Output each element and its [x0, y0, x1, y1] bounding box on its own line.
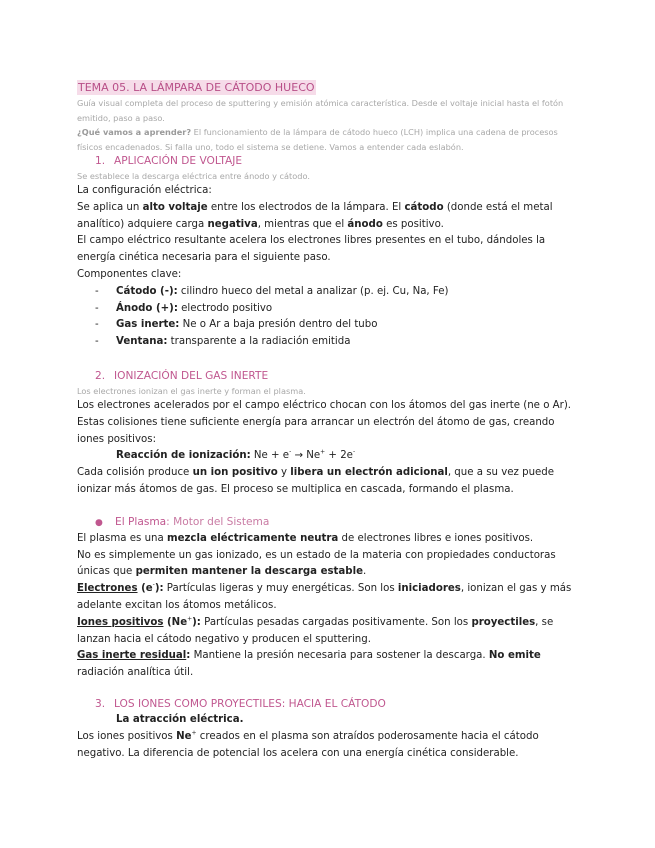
superscript: +: [320, 448, 326, 456]
section-2-number: 2.: [95, 369, 106, 382]
document-title: TEMA 05. LA LÁMPARA DE CÁTODO HUECO: [78, 81, 315, 94]
section-1-subtitle: Se establece la descarga eléctrica entre ánodo y cátodo.: [77, 171, 310, 181]
plasma-paragraph-1: [77, 531, 582, 548]
text-run: .: [363, 566, 367, 578]
text-run: , mientras que el: [257, 218, 348, 230]
bold-run: proyectiles: [471, 616, 536, 628]
superscript: +: [187, 615, 193, 623]
item-value: Ne o Ar a baja presión dentro del tubo: [179, 319, 378, 331]
section-1-title: APLICACIÓN DE VOLTAJE: [114, 155, 243, 167]
bold-run: Ne: [176, 730, 192, 742]
plasma-title: El Plasma: [115, 515, 167, 528]
section-1-paragraph-2: El campo eléctrico resultante acelera los electrones libres presentes en el tubo, dándoles la energía cinética necesaria para el siguiente paso.: [77, 235, 546, 264]
text-run: No es simplemente un gas ionizado, es un estado de la materia con propiedades conductoras únicas que: [77, 549, 556, 578]
list-item: [77, 284, 582, 301]
item-value: transparente a la radiación emitida: [167, 336, 351, 348]
item-key: Gas inerte:: [116, 319, 180, 331]
plasma-heading: [77, 515, 582, 531]
section-2-heading: [77, 369, 582, 384]
components-label: Componentes clave:: [77, 268, 182, 280]
reaction-label: Reacción de ionización:: [116, 450, 251, 462]
text-run: Partículas ligeras y muy energéticas. Son los: [163, 583, 398, 595]
text-run: , que a su vez puede ionizar más átomos de gas. El proceso se multiplica en cascada, formando el plasma.: [77, 467, 555, 495]
section-2-title: IONIZACIÓN DEL GAS INERTE: [114, 369, 269, 382]
intro-text: Guía visual completa del proceso de sputtering y emisión atómica característica. Desde el voltaje inicial hasta el fotón emitido, paso a paso.: [77, 98, 564, 123]
superscript: -: [152, 581, 155, 589]
text-run: Ne + e: [250, 450, 290, 462]
gas-label: Gas inerte residual: [77, 650, 187, 662]
item-key: Ventana:: [116, 336, 168, 348]
electrons-paragraph: [77, 581, 582, 615]
ions-label: Iones positivos: [77, 616, 164, 628]
bold-run: (Ne: [163, 616, 188, 628]
text-run: Se aplica un: [77, 201, 143, 213]
learn-text: El funcionamiento de la lámpara de cátodo hueco (LCH) implica una cadena de procesos físicos encadenados. Si falla uno, todo el sistema se detiene. Vamos a entender cada eslabón.: [77, 127, 558, 152]
bold-run: un ion positivo: [192, 467, 278, 479]
bold-run: negativa: [207, 218, 258, 230]
text-run: Cada colisión produce: [77, 467, 193, 479]
text-run: radiación analítica útil.: [77, 667, 194, 679]
bold-run: ánodo: [347, 218, 383, 230]
bold-run: :: [186, 650, 191, 662]
section-3-number: 3.: [95, 697, 106, 710]
bold-run: ):: [192, 616, 201, 628]
gas-paragraph: [77, 648, 582, 682]
ionization-reaction: [77, 448, 582, 465]
bold-run: alto voltaje: [142, 201, 208, 213]
item-value: electrodo positivo: [177, 302, 273, 314]
components-list: [77, 284, 582, 351]
dash-marker: -: [95, 336, 99, 348]
section-3-subtitle: [77, 712, 582, 729]
text-run: (donde está el metal analítico) adquiere carga: [77, 201, 553, 230]
section-1-heading: [77, 154, 582, 169]
section-2-paragraph-2: [77, 465, 582, 499]
text-run: Partículas pesadas cargadas positivamente. Son los: [200, 616, 472, 628]
superscript: -: [352, 448, 356, 456]
dash-marker: -: [95, 319, 99, 331]
text-run: entre los electrodos de la lámpara. El: [207, 201, 405, 213]
item-key: Cátodo (-):: [116, 285, 178, 297]
dash-marker: -: [95, 302, 99, 314]
config-label: La configuración eléctrica:: [77, 185, 212, 196]
section-2-subtitle: Los electrones ionizan el gas inerte y forman el plasma.: [77, 385, 306, 396]
text-run: y: [277, 467, 291, 479]
document-page: [77, 76, 582, 762]
text-run: + 2e: [325, 450, 353, 462]
item-key: Ánodo (+):: [116, 302, 178, 314]
bold-run: iniciadores: [397, 583, 461, 595]
text-run: , ionizan el gas y más adelante excitan los átomos metálicos.: [77, 583, 572, 611]
list-item: [77, 334, 582, 351]
section-3-title: LOS IONES COMO PROYECTILES: HACIA EL CÁTODO: [114, 697, 386, 710]
bold-run: libera un electrón adicional: [290, 467, 448, 479]
item-value: cilindro hueco del metal a analizar (p. ej. Cu, Na, Fe): [177, 285, 449, 297]
text-run: creados en el plasma son atraídos poderosamente hacia el cátodo negativo. La diferencia de potencial los acelera con una energía cinética considerable.: [77, 730, 539, 759]
dash-marker: -: [95, 285, 99, 297]
bold-run: La atracción eléctrica.: [116, 713, 244, 725]
text-run: El plasma es una: [77, 532, 167, 544]
list-item: [77, 301, 582, 318]
text-run: → Ne: [291, 450, 321, 462]
learn-paragraph: [77, 125, 582, 154]
section-3-paragraph: [77, 729, 582, 763]
section-3-heading: [77, 697, 582, 712]
text-run: Los iones positivos: [77, 730, 177, 742]
section-1-number: 1.: [95, 155, 106, 167]
bold-run: ):: [154, 583, 164, 595]
ions-paragraph: [77, 615, 582, 649]
plasma-paragraph-2: [77, 548, 582, 582]
section-1-paragraph-1: [77, 200, 582, 234]
electrons-label: Electrones: [77, 583, 138, 595]
superscript: +: [191, 729, 197, 737]
bold-run: permiten mantener la descarga estable: [135, 566, 363, 578]
list-item: [77, 317, 582, 334]
superscript: -: [289, 448, 292, 456]
bold-run: No emite: [488, 650, 541, 662]
text-run: de electrones libres e iones positivos.: [338, 532, 534, 544]
bullet-icon: ●: [95, 517, 103, 528]
text-run: es positivo.: [382, 218, 444, 230]
bold-run: (e: [137, 583, 153, 595]
bold-run: mezcla eléctricamente neutra: [166, 532, 339, 544]
text-run: , se lanzan hacia el cátodo negativo y producen el sputtering.: [77, 616, 554, 645]
bold-run: cátodo: [404, 201, 444, 213]
text-run: Mantiene la presión necesaria para sostener la descarga.: [190, 650, 489, 662]
learn-question: ¿Qué vamos a aprender?: [77, 127, 192, 137]
section-2-paragraph-1: Los electrones acelerados por el campo eléctrico chocan con los átomos del gas inerte (ne o Ar). Estas colisiones tiene suficiente energía para arrancar un electrón del átomo de gas, creando iones positivos:: [77, 399, 572, 445]
plasma-title-rest: : Motor del Sistema: [166, 515, 270, 528]
